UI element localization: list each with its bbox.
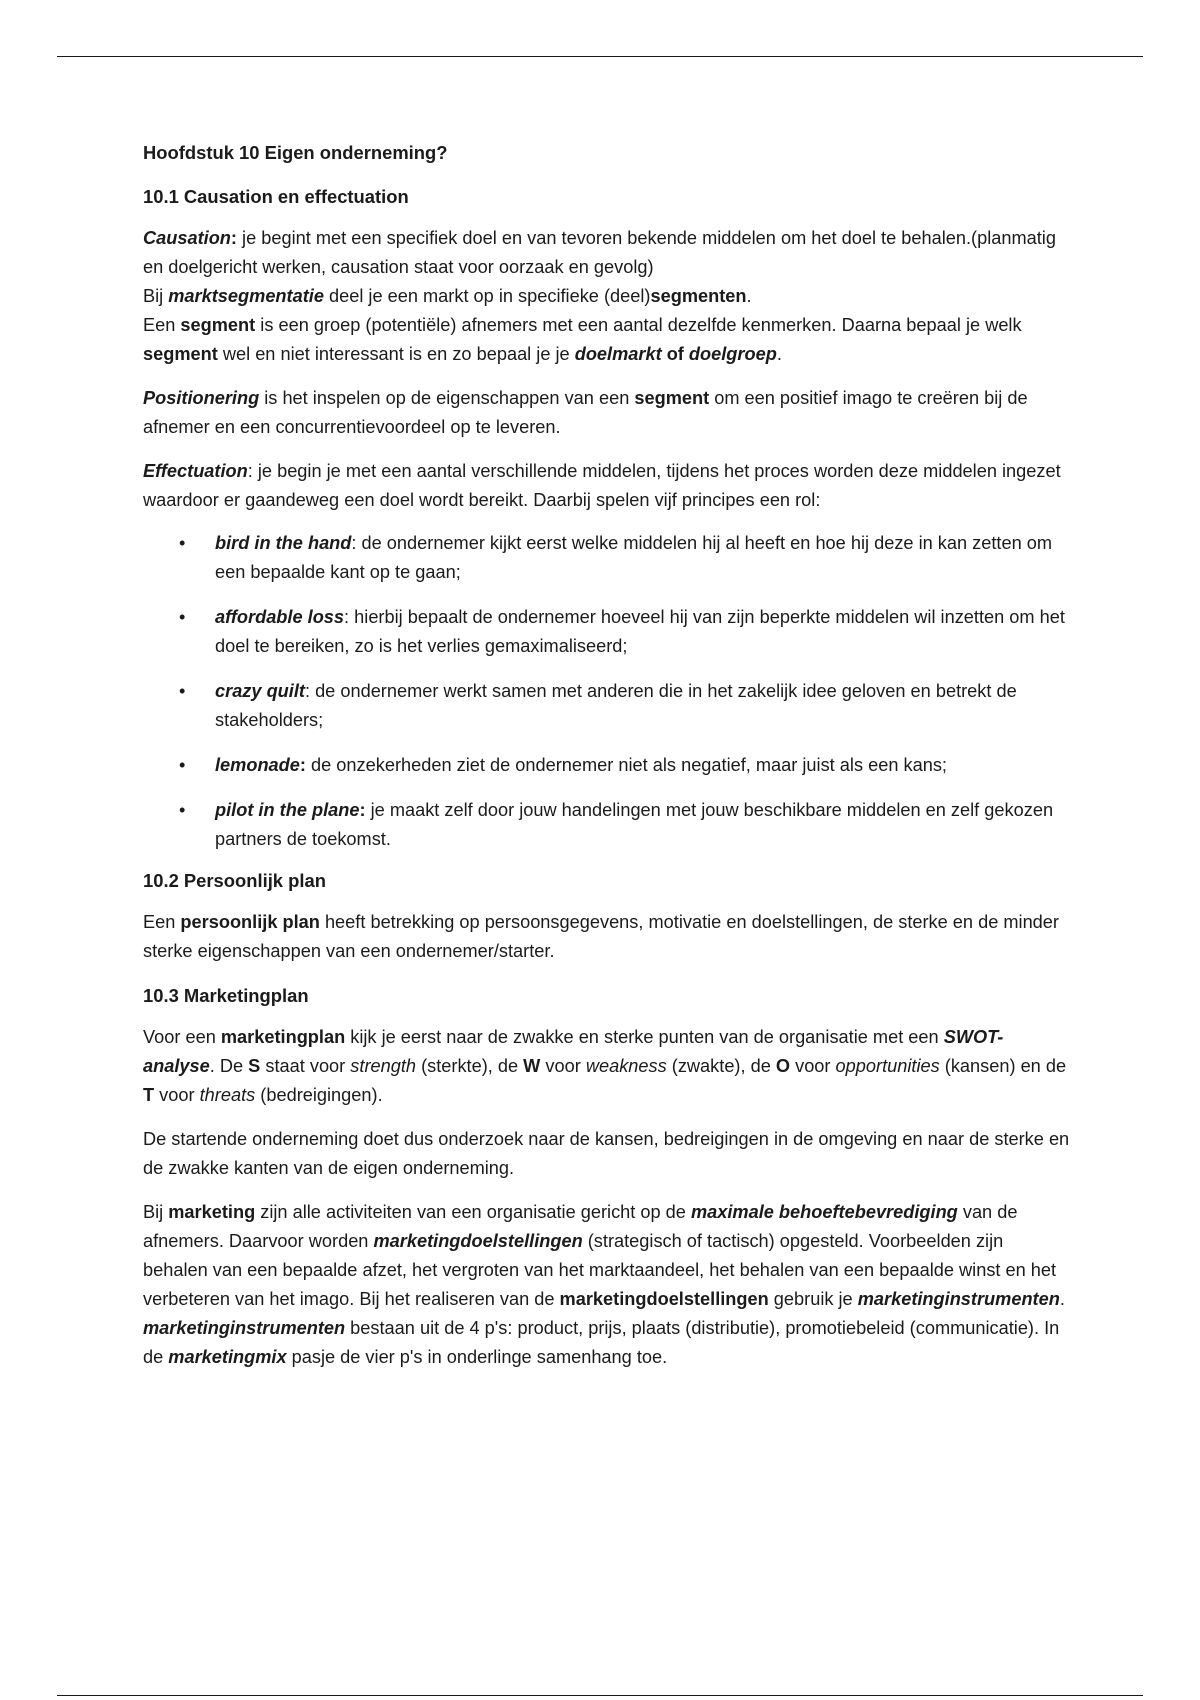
paragraph-effectuation: Effectuation: je begin je met een aantal verschillende middelen, tijdens het proces worden deze middelen ingezet waardoor er gaandeweg een doel wordt bereikt. Daarbij spelen vijf principes een rol: [143, 461, 1061, 510]
paragraph-marktsegmentatie: Bij marktsegmentatie deel je een markt op in specifieke (deel)segmenten. [143, 286, 752, 306]
term-causation: Causation [143, 228, 231, 248]
paragraph-positionering: Positionering is het inspelen op de eigenschappen van een segment om een positief imago te creëren bij de afnemer en een concurrentievoordeel op te leveren. [143, 388, 1028, 437]
paragraph-persoonlijk-plan: Een persoonlijk plan heeft betrekking op persoonsgegevens, motivatie en doelstellingen, de sterke en de minder sterke eigenschappen van een ondernemer/starter. [143, 912, 1059, 961]
section-heading-10-2: 10.2 Persoonlijk plan [143, 870, 326, 891]
header-rule [57, 56, 1143, 57]
term-marktsegmentatie: marktsegmentatie [168, 286, 324, 306]
footer-rule [57, 1695, 1143, 1696]
list-item: • lemonade: de onzekerheden ziet de ondernemer niet als negatief, maar juist als een kans; [215, 751, 1073, 780]
term-positionering: Positionering [143, 388, 260, 408]
principles-list [143, 529, 1073, 854]
term-effectuation: Effectuation [143, 461, 248, 481]
chapter-title: Hoofdstuk 10 Eigen onderneming? [143, 142, 448, 163]
list-item: • crazy quilt: de ondernemer werkt samen met anderen die in het zakelijk idee geloven en betrekt de stakeholders; [215, 677, 1073, 735]
section-heading-10-1: 10.1 Causation en effectuation [143, 186, 409, 207]
document-page [143, 138, 1073, 1387]
list-item: • bird in the hand: de ondernemer kijkt eerst welke middelen hij al heeft en hoe hij deze in kan zetten om een bepaalde kant op te gaan; [215, 529, 1073, 587]
paragraph-swot: Voor een marketingplan kijk je eerst naar de zwakke en sterke punten van de organisatie met een SWOT-analyse. De S staat voor strength (sterkte), de W voor weakness (zwakte), de O voor opportunities (kansen) en de T voor threats (bedreigingen). [143, 1027, 1067, 1105]
section-heading-10-3: 10.3 Marketingplan [143, 985, 309, 1006]
list-item: • affordable loss: hierbij bepaalt de ondernemer hoeveel hij van zijn beperkte middelen wil inzetten om het doel te bereiken, zo is het verlies gemaximaliseerd; [215, 603, 1073, 661]
paragraph-marketing: Bij marketing zijn alle activiteiten van een organisatie gericht op de maximale behoeftebevrediging van de afnemers. Daarvoor worden marketingdoelstellingen (strategisch of tactisch) opgesteld. Voorbeelden zijn behalen van een bepaalde afzet, het vergroten van het marktaandeel, het behalen van een bepaalde winst en het verbeteren van het imago. Bij het realiseren van de marketingdoelstellingen gebruik je marketinginstrumenten. marketinginstrumenten bestaan uit de 4 p's: product, prijs, plaats (distributie), promotiebeleid (communicatie). In de marketingmix pasje de vier p's in onderlinge samenhang toe. [143, 1202, 1065, 1367]
paragraph-segment: Een segment is een groep (potentiële) afnemers met een aantal dezelfde kenmerken. Daarna bepaal je welk segment wel en niet interessant is en zo bepaal je je doelmarkt of doelgroep. [143, 315, 1022, 364]
list-item: • pilot in the plane: je maakt zelf door jouw handelingen met jouw beschikbare middelen en zelf gekozen partners de toekomst. [215, 796, 1073, 854]
paragraph-causation: Causation: je begint met een specifiek doel en van tevoren bekende middelen om het doel te behalen.(planmatig en doelgericht werken, causation staat voor oorzaak en gevolg) [143, 228, 1056, 277]
paragraph-startende-onderneming: De startende onderneming doet dus onderzoek naar de kansen, bedreigingen in de omgeving en naar de sterke en de zwakke kanten van de eigen onderneming. [143, 1129, 1070, 1178]
